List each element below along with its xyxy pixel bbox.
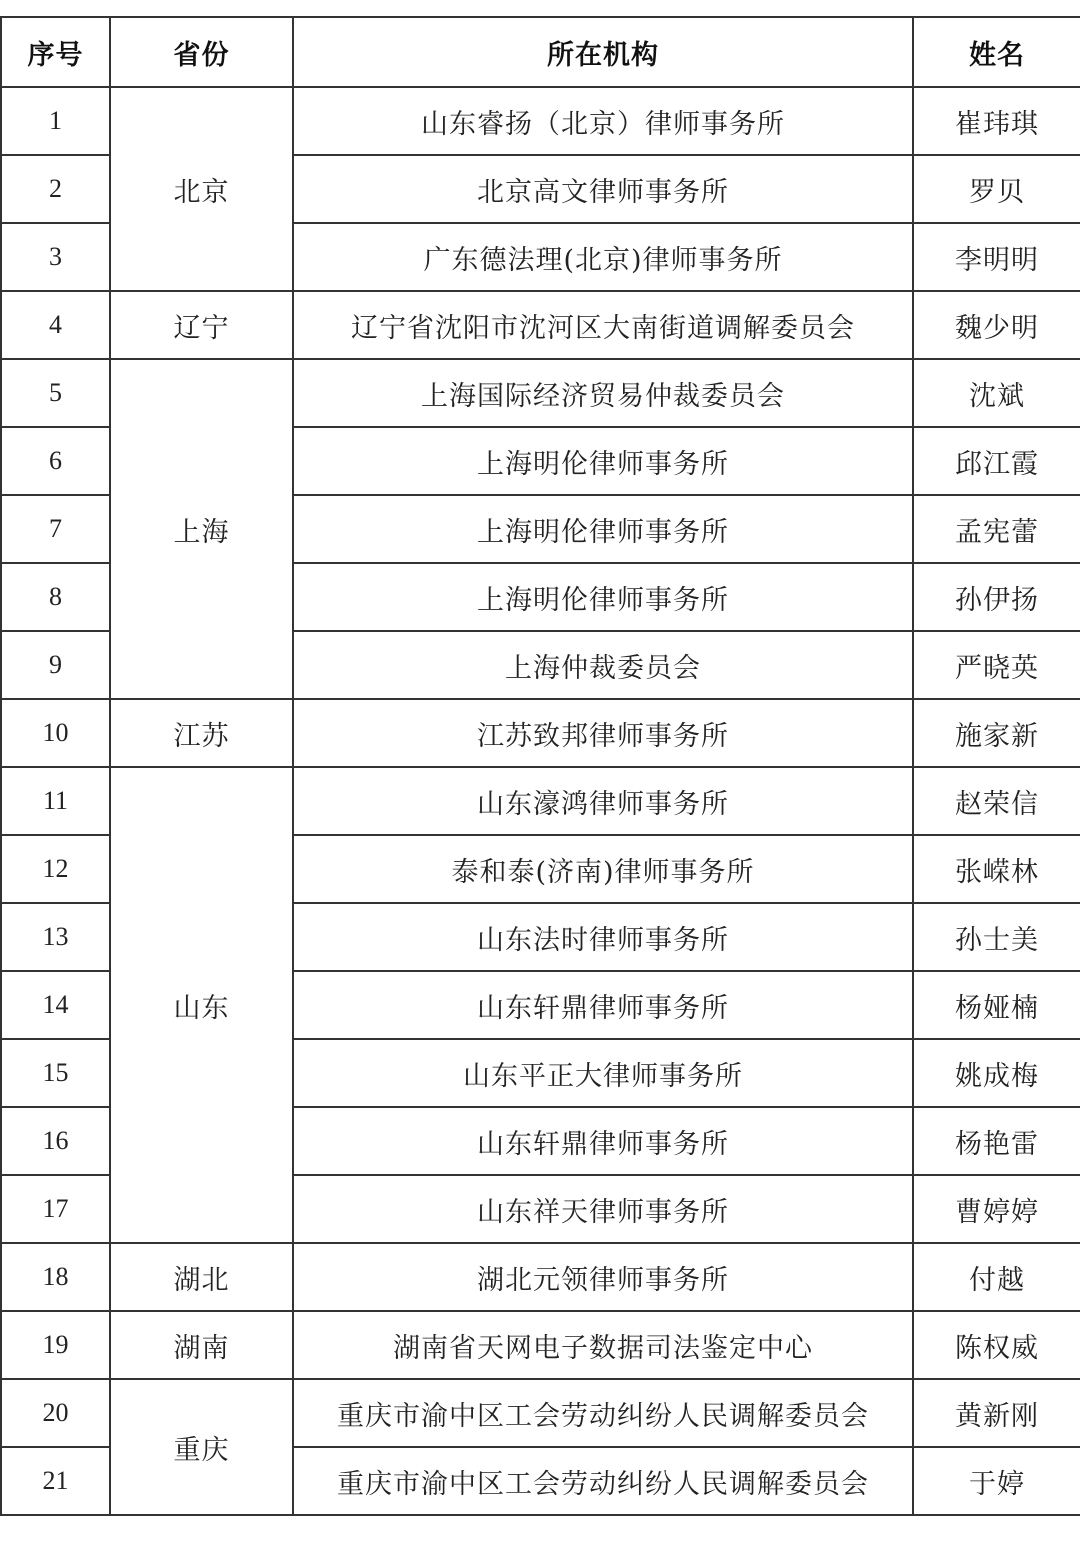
cell-org: 上海明伦律师事务所: [293, 427, 913, 495]
cell-name: 赵荣信: [913, 767, 1080, 835]
cell-name: 孙伊扬: [913, 563, 1080, 631]
cell-name: 黄新刚: [913, 1379, 1080, 1447]
cell-no: 2: [1, 155, 110, 223]
cell-no: 4: [1, 291, 110, 359]
table-row: [1, 359, 1080, 427]
cell-no: 19: [1, 1311, 110, 1379]
cell-no: 7: [1, 495, 110, 563]
cell-org: 上海明伦律师事务所: [293, 495, 913, 563]
cell-name: 杨娅楠: [913, 971, 1080, 1039]
cell-province: 江苏: [110, 699, 293, 767]
table-row: [1, 87, 1080, 155]
cell-no: 1: [1, 87, 110, 155]
cell-org: 上海仲裁委员会: [293, 631, 913, 699]
cell-no: 11: [1, 767, 110, 835]
table-row: [1, 1379, 1080, 1447]
cell-org: 湖北元领律师事务所: [293, 1243, 913, 1311]
cell-name: 李明明: [913, 223, 1080, 291]
cell-name: 崔玮琪: [913, 87, 1080, 155]
cell-name: 魏少明: [913, 291, 1080, 359]
cell-org: 山东平正大律师事务所: [293, 1039, 913, 1107]
cell-name: 沈斌: [913, 359, 1080, 427]
table-body: [1, 87, 1080, 1515]
header-province: 省份: [110, 17, 293, 87]
header-row: [1, 17, 1080, 87]
cell-name: 陈权威: [913, 1311, 1080, 1379]
cell-name: 孙士美: [913, 903, 1080, 971]
cell-province: 重庆: [110, 1379, 293, 1515]
cell-org: 辽宁省沈阳市沈河区大南街道调解委员会: [293, 291, 913, 359]
cell-name: 张嵘林: [913, 835, 1080, 903]
cell-name: 付越: [913, 1243, 1080, 1311]
cell-no: 16: [1, 1107, 110, 1175]
cell-name: 罗贝: [913, 155, 1080, 223]
roster-table: [0, 16, 1080, 1516]
cell-name: 曹婷婷: [913, 1175, 1080, 1243]
table-row: [1, 1311, 1080, 1379]
cell-org: 山东祥天律师事务所: [293, 1175, 913, 1243]
table-row: [1, 291, 1080, 359]
table-row: [1, 767, 1080, 835]
cell-name: 严晓英: [913, 631, 1080, 699]
cell-org: 山东濠鸿律师事务所: [293, 767, 913, 835]
cell-no: 10: [1, 699, 110, 767]
cell-org: 北京高文律师事务所: [293, 155, 913, 223]
cell-province: 北京: [110, 87, 293, 291]
table-header: [1, 17, 1080, 87]
cell-org: 上海明伦律师事务所: [293, 563, 913, 631]
cell-no: 12: [1, 835, 110, 903]
cell-name: 孟宪蕾: [913, 495, 1080, 563]
cell-name: 施家新: [913, 699, 1080, 767]
header-name: 姓名: [913, 17, 1080, 87]
cell-no: 17: [1, 1175, 110, 1243]
cell-name: 于婷: [913, 1447, 1080, 1515]
cell-org: 山东法时律师事务所: [293, 903, 913, 971]
cell-province: 湖北: [110, 1243, 293, 1311]
cell-province: 湖南: [110, 1311, 293, 1379]
cell-org: 江苏致邦律师事务所: [293, 699, 913, 767]
cell-no: 8: [1, 563, 110, 631]
cell-no: 13: [1, 903, 110, 971]
table-row: [1, 1243, 1080, 1311]
cell-province: 上海: [110, 359, 293, 699]
cell-no: 9: [1, 631, 110, 699]
cell-no: 20: [1, 1379, 110, 1447]
cell-org: 重庆市渝中区工会劳动纠纷人民调解委员会: [293, 1447, 913, 1515]
cell-org: 湖南省天网电子数据司法鉴定中心: [293, 1311, 913, 1379]
cell-name: 杨艳雷: [913, 1107, 1080, 1175]
cell-org: 山东睿扬（北京）律师事务所: [293, 87, 913, 155]
cell-no: 18: [1, 1243, 110, 1311]
header-org: 所在机构: [293, 17, 913, 87]
header-no: 序号: [1, 17, 110, 87]
cell-province: 山东: [110, 767, 293, 1243]
cell-name: 姚成梅: [913, 1039, 1080, 1107]
cell-no: 14: [1, 971, 110, 1039]
cell-org: 泰和泰(济南)律师事务所: [293, 835, 913, 903]
cell-org: 上海国际经济贸易仲裁委员会: [293, 359, 913, 427]
cell-org: 山东轩鼎律师事务所: [293, 1107, 913, 1175]
cell-no: 6: [1, 427, 110, 495]
cell-province: 辽宁: [110, 291, 293, 359]
cell-no: 3: [1, 223, 110, 291]
cell-no: 15: [1, 1039, 110, 1107]
table-row: [1, 699, 1080, 767]
cell-no: 21: [1, 1447, 110, 1515]
cell-org: 山东轩鼎律师事务所: [293, 971, 913, 1039]
cell-name: 邱江霞: [913, 427, 1080, 495]
cell-no: 5: [1, 359, 110, 427]
cell-org: 重庆市渝中区工会劳动纠纷人民调解委员会: [293, 1379, 913, 1447]
cell-org: 广东德法理(北京)律师事务所: [293, 223, 913, 291]
